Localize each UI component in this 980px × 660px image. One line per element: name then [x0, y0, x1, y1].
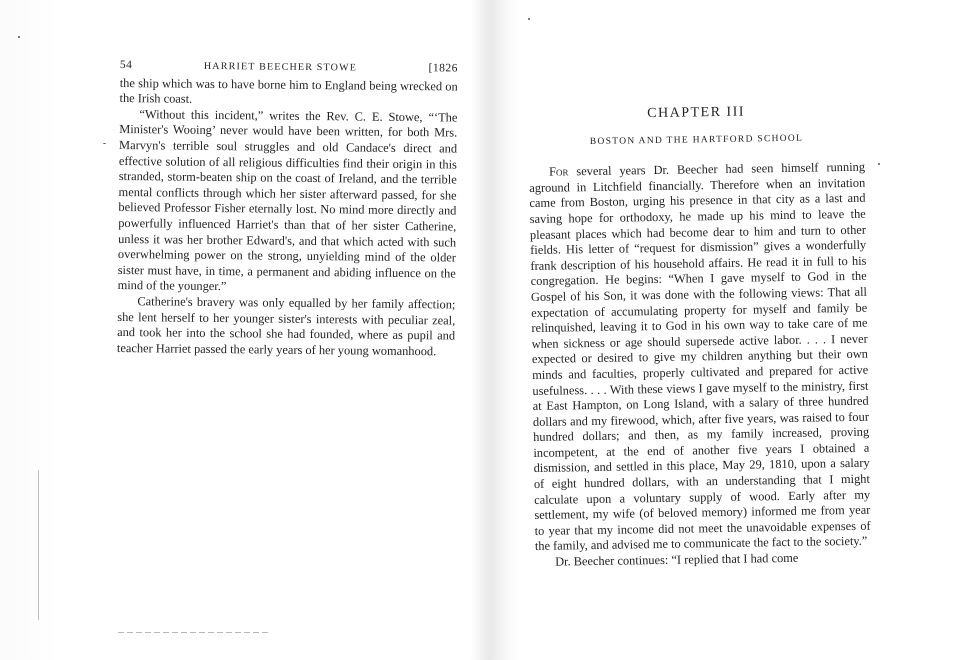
opening-text: several years Dr. Beecher had seen himself running aground in Litchfield financially. Therefore when an invitation came from Boston, urging his presence in that city as a last and saving hope for orthodoxy, he made up his mind to leave the pleasant places which had become dear to him and turn to other fields. His letter of “request for dismission” gives a wonderfully frank description of his household affairs. He read it in full to his congregation. He begins: “When I gave myself to God in the Gospel of his Son, it was done with the following views: That all expectation of accumulating property for myself and family be relinquished, leaving it to God in his own way to take care of me when sickness or age should supersede active labor. . . . I never expected or desired to give my children anything but their own minds and faculties, properly cultivated and prepared for active usefulness. . . . With these views I gave myself to the ministry, first at East Hampton, on Long Island, with a salary of three hundred dollars and my firewood, which, after five years, was raised to four hundred dollars; and then, as my family increased, proving incompetent, at the end of another five years I obtained a dismission, and settled in this place, May 29, 1810, upon a salary of eight hundred dollars, with an understanding that I might calculate upon a voluntary supply of wood. Early after my settlement, my wife (of beloved memory) informed me from year to year that my income did not meet the unavoidable expenses of the family, and advised me to communicate the fact to the society.”	[529, 159, 871, 554]
left-paragraph-2: “Without this incident,” writes the Rev. C. E. Stowe, “‘The Minister's Wooing’ never would have been written, for both Mrs. Marvyn's terrible soul struggles and old Candace's direct and effective solution of all religious difficulties find their origin in this stranded, storm-beaten ship on the coast of Ireland, and the terrible mental conflicts through which her sister afterward passed, for she believed Professor Fisher eternally lost. No mind more directly and powerfully influenced Harriet's than that of her sister Catherine, unless it was her brother Edward's, and that which acted with such overwhelming power on the strong, unyielding mind of the older sister must have, in time, a permanent and abiding influence on the mind of the younger.”	[117, 106, 458, 294]
left-paragraph-3: Catherine's bravery was only equalled by her family affection; she lent herself to her younger sister's interests with peculiar zeal, and took her into the school she had founded, where as pupil and teacher Harriet passed the early years of her young womanhood.	[116, 294, 456, 359]
gutter-shadow	[470, 0, 510, 660]
right-page	[528, 103, 871, 571]
chapter-subtitle: BOSTON AND THE HARTFORD SCHOOL	[589, 133, 804, 147]
page-number: 54	[119, 58, 133, 72]
right-closing-line: Dr. Beecher continues: “I replied that I had come	[555, 550, 799, 569]
scan-speck	[878, 163, 880, 165]
left-paragraph-1: the ship which was to have borne him to England being wrecked on the Irish coast.	[119, 75, 458, 106]
right-paragraph-1	[529, 160, 871, 555]
scan-speck	[18, 36, 20, 38]
scan-speck	[103, 143, 106, 144]
scan-edge-mark	[38, 470, 39, 620]
opening-word: For	[548, 164, 569, 179]
left-page	[117, 58, 458, 360]
running-title: HARRIET BEECHER STOWE	[203, 60, 358, 74]
year-marker: [1826	[428, 62, 458, 75]
scan-speck	[528, 18, 530, 20]
chapter-title: CHAPTER III	[647, 104, 746, 122]
scan-smudge-rule	[118, 632, 268, 633]
left-running-head	[120, 58, 458, 77]
